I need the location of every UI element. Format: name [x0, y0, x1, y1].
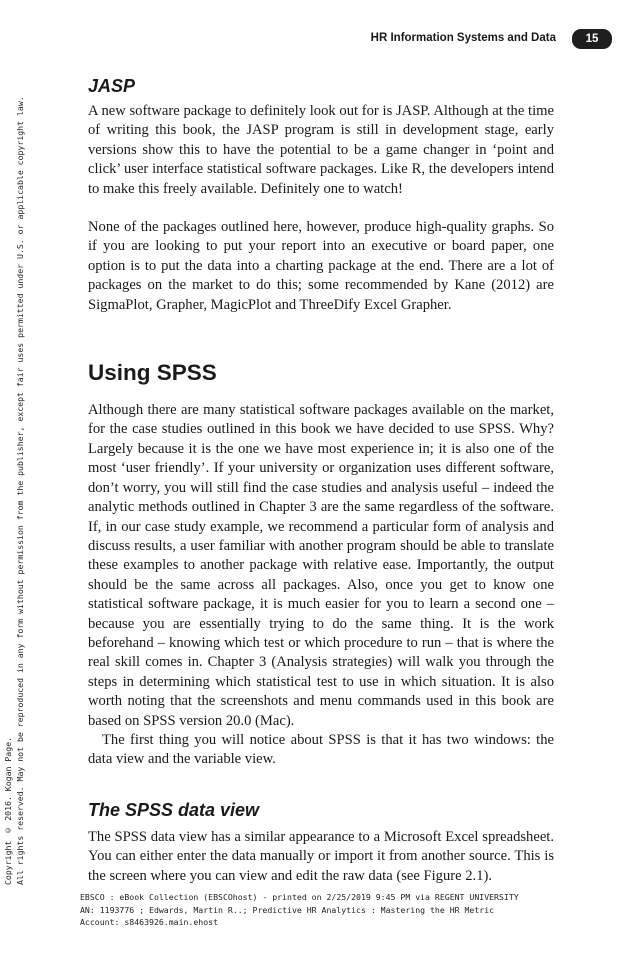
running-head: HR Information Systems and Data — [370, 32, 556, 44]
paragraph-jasp-2: None of the packages outlined here, however, produce high-quality graphs. So if you are looking to put your report into an executive or board paper, one option is to put the data into a charting package at the end. There are a lot of packages on the market to do this; some recommended by Kane (2012) are SigmaPlot, Grapher, MagicPlot and ThreeDify Excel Grapher. — [88, 219, 554, 313]
copyright-notice — [2, 40, 26, 885]
ebsco-footer — [80, 891, 519, 929]
heading-using-spss: Using SPSS — [88, 360, 217, 386]
heading-spss-data-view: The SPSS data view — [88, 799, 260, 820]
heading-jasp: JASP — [88, 76, 136, 96]
paragraph-spss-1: Although there are many statistical software packages available on the market, for the case studies outlined in this book we have decided to use SPSS. Why? Largely because it is the one we have most experience in; it is also one of the most ‘user friendly’. If your university or organization uses different software, don’t worry, you will still find the case studies and analysis useful – indeed the analytic methods outlined in Chapter 3 are the same regardless of the software. If, in our case study example, we recommend a particular form of analysis and discuss results, a user familiar with another program should be able to translate these examples to another package with relative ease. Importantly, the output should be the same across all packages. Also, once you get to know one statistical software package, it is much easier for you to learn a second one – because you are essentially trying to do the same thing. It is the work beforehand – knowing which test or which procedure to run – that is where the real skill comes in. Chapter 3 (Analysis strategies) will walk you through the steps in determining which statistical test to use in which situation. It is also worth noting that the screenshots and menu commands used in this book are based on SPSS version 20.0 (Mac). — [88, 402, 554, 729]
page-body — [88, 74, 554, 886]
paragraph-spss-2: The first thing you will notice about SPSS is that it has two windows: the data view and the variable view. — [88, 731, 554, 768]
paragraph-data-view-1: The SPSS data view has a similar appearance to a Microsoft Excel spreadsheet. You can either enter the data manually or import it from another source. This is the screen where you can view and edit the raw data (see Figure 2.1). — [88, 828, 554, 884]
paragraph-jasp-1: A new software package to definitely look out for is JASP. Although at the time of writing this book, the JASP program is still in development stage, early versions show this to have the potential to be a game changer in ‘point and click’ user interface statistical software packages. Like R, the developers intend to make this freely available. Definitely one to watch! — [88, 103, 554, 197]
copyright-line-2: All rights reserved. May not be reproduced in any form without permission from the publisher, except fair uses permitted under U.S. or applicable copyright law. — [15, 96, 25, 885]
footer-line-3: Account: s8463926.main.ehost — [80, 917, 219, 927]
copyright-line-1: Copyright © 2016. Kogan Page. — [3, 736, 13, 885]
footer-line-2: AN: 1193776 ; Edwards, Martin R..; Predictive HR Analytics : Mastering the HR Metric — [80, 904, 495, 915]
page-number-badge: 15 — [572, 29, 612, 49]
footer-line-1: EBSCO : eBook Collection (EBSCOhost) - printed on 2/25/2019 9:45 PM via REGENT UNIVERSITY — [80, 892, 519, 902]
